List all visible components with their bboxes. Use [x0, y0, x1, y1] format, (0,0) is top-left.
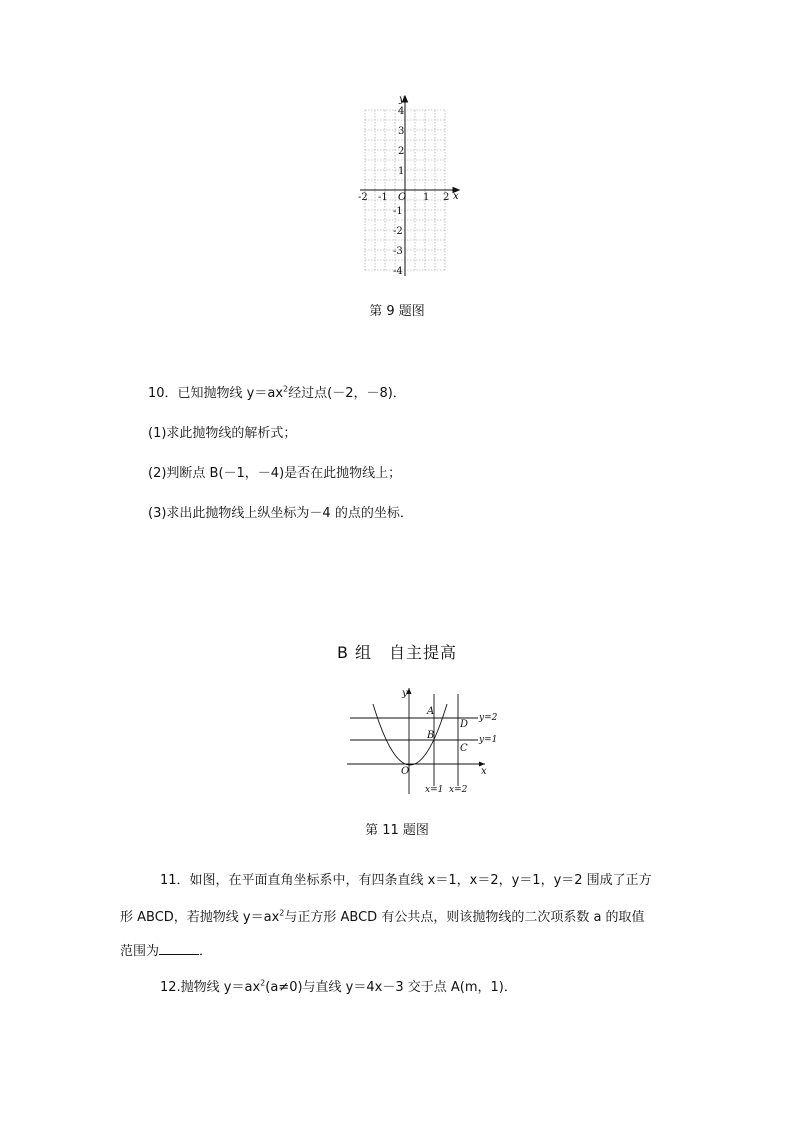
x-tick-label: -2 [358, 192, 368, 203]
label-y: y [402, 688, 408, 699]
parabola-curve [373, 704, 447, 765]
x-tick-label: -1 [378, 192, 388, 203]
q10-part2: (2)判断点 B(－1，－4)是否在此抛物线上； [148, 466, 402, 481]
x-tick-label: 1 [423, 192, 430, 203]
label-line-y1: y=1 [479, 735, 498, 745]
label-B: B [427, 730, 435, 741]
y-tick-label: -2 [393, 226, 403, 237]
label-line-x2: x=2 [449, 785, 468, 795]
q10-stem: 10．已知抛物线 $y=ax^2$经过点(－2，－8)． [148, 384, 406, 401]
q10-part3: (3)求出此抛物线上纵坐标为－4 的点的坐标． [148, 506, 413, 521]
origin-label: O [398, 192, 407, 203]
q11-line3: 范围为 ． [120, 944, 213, 959]
label-line-y2: y=2 [479, 713, 498, 723]
y-tick-label: 3 [398, 126, 405, 137]
figure-9-caption: 第 9 题图 [369, 304, 425, 319]
label-A: A [427, 706, 435, 717]
section-b-title: B 组 自主提高 [336, 643, 458, 662]
q12-text: 12.抛物线 $y=ax^2(a\ne 0)$与直线 y＝4x－3 交于点 A(m，1)． [160, 978, 517, 995]
y-tick-label: -1 [393, 206, 403, 217]
y-tick-label: 1 [398, 166, 405, 177]
q11-line2: 形 ABCD，若抛物线 $y=ax^2$与正方形 ABCD 有公共点，则该抛物线的二次项系数 a 的取值 [120, 908, 645, 925]
y-tick-label: 4 [398, 106, 405, 117]
y-tick-label: -3 [393, 246, 403, 257]
label-line-x1: x=1 [425, 785, 444, 795]
label-O: O [401, 766, 410, 777]
y-tick-label: 2 [398, 146, 405, 157]
q11-line1: 11．如图，在平面直角坐标系中，有四条直线 x＝1，x＝2，y＝1，y＝2 围成了正方 [160, 873, 652, 888]
y-tick-label: -4 [393, 266, 403, 277]
label-C: C [460, 743, 468, 754]
figure-9-grid [355, 92, 465, 282]
figure-11-diagram [345, 684, 505, 799]
y-axis-label: y [399, 94, 405, 105]
x-tick-label: 2 [443, 192, 450, 203]
x-axis-label: x [453, 191, 459, 202]
q10-part1: (1)求此抛物线的解析式； [148, 426, 297, 441]
label-D: D [460, 719, 469, 730]
answer-blank[interactable] [159, 942, 199, 955]
label-x: x [481, 766, 487, 777]
figure-11-caption: 第 11 题图 [365, 823, 429, 838]
